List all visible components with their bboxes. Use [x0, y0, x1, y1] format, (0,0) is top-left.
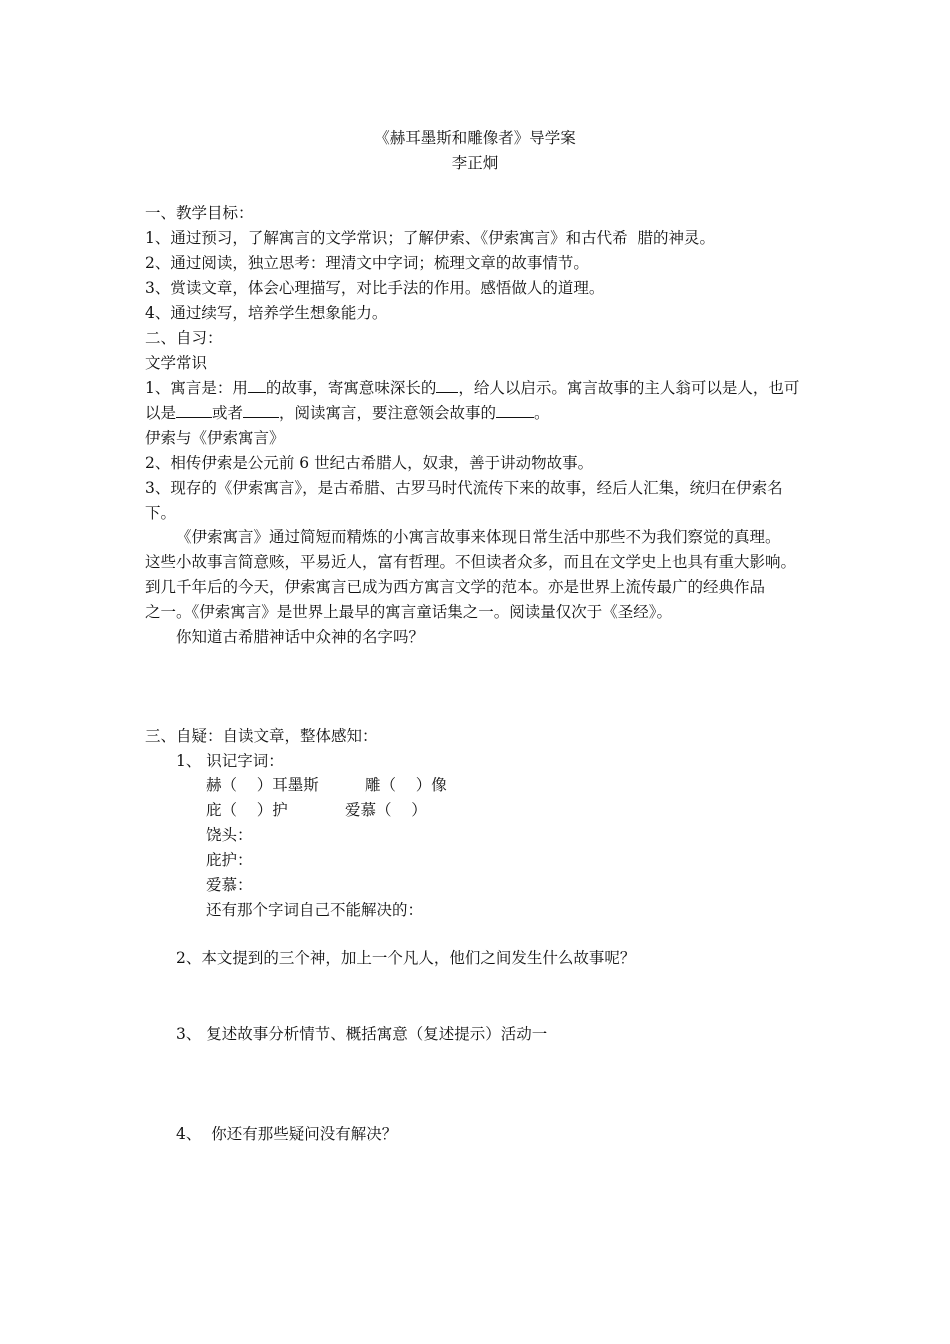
aesop-fact-3-continued: 下。 [145, 504, 177, 522]
section-2-heading: 二、自习： [145, 329, 223, 347]
document-title: 《赫耳墨斯和雕像者》导学案 [374, 129, 576, 147]
fill-in-question-1-continued [145, 403, 550, 423]
document-author: 李正炯 [451, 154, 499, 172]
answer-blank[interactable] [176, 403, 212, 418]
q1-text-e: 或者 [212, 404, 244, 422]
pinyin-item: 爱慕（ ） [345, 801, 427, 819]
q1-text-f: ，阅读寓言，要注意领会故事的 [279, 404, 497, 422]
q1-text-d: 以是 [145, 404, 177, 422]
gods-question: 你知道古希腊神话中众神的名字吗？ [176, 628, 425, 646]
subheading-aesop: 伊索与《伊索寓言》 [145, 429, 285, 447]
paragraph-line: 到几千年后的今天，伊索寓言已成为西方寓言文学的范本。亦是世界上流传最广的经典作品 [145, 578, 766, 596]
q1-text-g: 。 [534, 404, 550, 422]
paragraph-line: 之一。《伊索寓言》是世界上最早的寓言童话集之一。阅读量仅次于《圣经》。 [145, 603, 673, 621]
answer-blank[interactable] [436, 378, 458, 393]
definition-item: 庇护： [206, 851, 253, 869]
objective-item: 3、赏读文章，体会心理描写，对比手法的作用。感悟做人的道理。 [145, 279, 605, 297]
q1-text-b: 的故事，寄寓意味深长的 [265, 379, 437, 397]
definition-item: 饶头： [206, 826, 253, 844]
section-1-heading: 一、教学目标： [145, 204, 254, 222]
section-3-heading: 三、自疑：自读文章，整体感知： [145, 727, 378, 745]
aesop-fact-3: 3、现存的《伊索寓言》，是古希腊、古罗马时代流传下来的故事，经后人汇集，统归在伊索名 [145, 479, 783, 497]
paragraph-line: 《伊索寓言》通过简短而精炼的小寓言故事来体现日常生活中那些不为我们察觉的真理。 [176, 528, 781, 546]
answer-blank[interactable] [243, 403, 279, 418]
item-4-question: 4、 你还有那些疑问没有解决？ [176, 1125, 398, 1143]
definition-item: 还有那个字词自己不能解决的： [206, 901, 424, 919]
item-1-vocabulary: 1、 识记字词： [176, 752, 284, 770]
q1-text-a: 1、寓言是：用 [145, 379, 248, 397]
pinyin-item: 庇（ ）护 [206, 801, 288, 819]
paragraph-line: 这些小故事言简意赅，平易近人，富有哲理。不但读者众多，而且在文学史上也具有重大影响。 [145, 553, 797, 571]
q1-text-c: ，给人以启示。寓言故事的主人翁可以是人，也可 [458, 379, 800, 397]
answer-blank[interactable] [496, 403, 534, 418]
subheading-literary-knowledge: 文学常识 [145, 354, 208, 372]
objective-item: 2、通过阅读，独立思考：理清文中字词；梳理文章的故事情节。 [145, 254, 589, 272]
pinyin-item: 赫（ ）耳墨斯 [206, 776, 319, 794]
objective-item: 1、通过预习，了解寓言的文学常识；了解伊索、《伊索寓言》和古代希 腊的神灵。 [145, 229, 715, 247]
item-2-question: 2、本文提到的三个神，加上一个凡人，他们之间发生什么故事呢？ [176, 949, 636, 967]
answer-blank[interactable] [248, 378, 266, 393]
fill-in-question-1 [145, 378, 799, 398]
definition-item: 爱慕： [206, 876, 253, 894]
item-3-activity: 3、 复述故事分析情节、概括寓意（复述提示）活动一 [176, 1025, 548, 1043]
aesop-fact-2: 2、相传伊索是公元前 6 世纪古希腊人，奴隶，善于讲动物故事。 [145, 454, 594, 472]
objective-item: 4、通过续写，培养学生想象能力。 [145, 304, 388, 322]
pinyin-item: 雕（ ）像 [365, 776, 447, 794]
